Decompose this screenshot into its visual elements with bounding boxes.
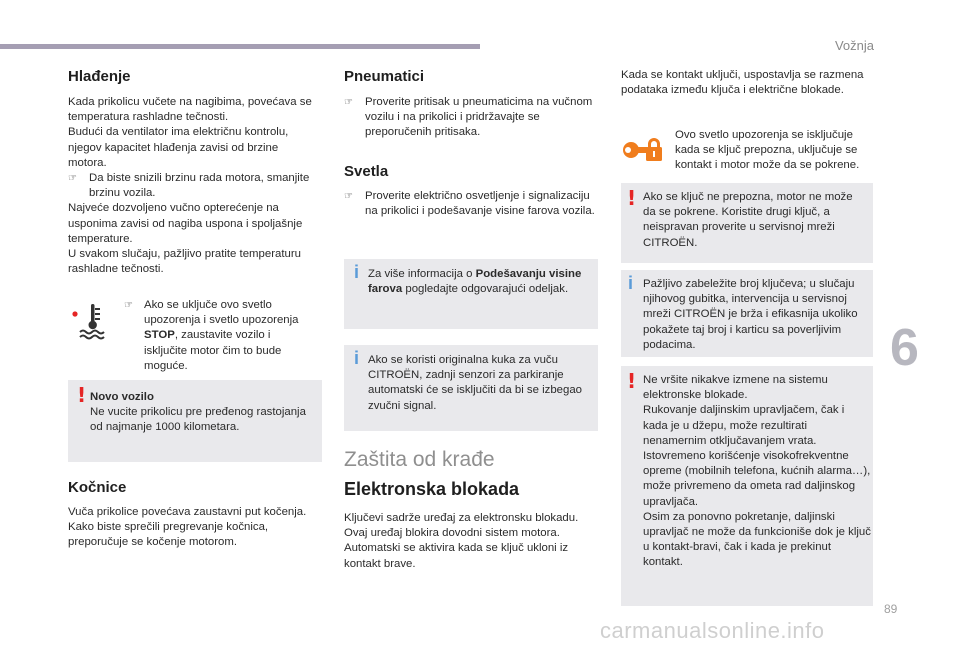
heading-hladjenje: Hlađenje <box>68 68 131 85</box>
info-box-farovi <box>344 259 598 329</box>
chapter-number: 6 <box>890 319 919 377</box>
paragraph: Vuča prikolice povećava zaustavni put kočenja. Kako biste sprečili pregrevanje kočnica, preporučuje se kočenje motorom. <box>68 506 307 549</box>
info-text: Ako se koristi originalna kuka za vuču CITROËN, zadnji senzori za parkiranje automatski će se isključiti da bi se izbegao zvučni signal. <box>368 354 582 412</box>
paragraph: Kada prikolicu vučete na nagibima, povećava se temperatura rashladne tečnosti. <box>68 96 312 124</box>
watermark: carmanualsonline.info <box>600 618 825 643</box>
info-icon: i <box>354 348 360 368</box>
key-lock-icon <box>621 136 663 168</box>
paragraph: Budući da ventilator ima električnu kontrolu, njegov kapacitet hlađenja zavisi od brzine motora. <box>68 126 289 169</box>
heading-kocnice: Kočnice <box>68 479 127 496</box>
svetla-body <box>344 189 598 219</box>
bullet-text: , zaustavite vozilo i isključite motor čim to bude moguće. <box>144 329 282 372</box>
header-bar <box>0 44 480 49</box>
warning-text: Ne vucite prikolicu pre pređenog rastojanja od najmanje 1000 kilometara. <box>90 406 306 434</box>
paragraph: Osim za ponovno pokretanje, daljinski upravljač ne može da funkcioniše dok je ključ u kontakt-bravi, čak i kada je prekinut kontakt. <box>643 510 871 569</box>
paragraph: Rukovanje daljinskim upravljačem, čak i kada je u džepu, može rezultirati nenamernim otključavanjem vrata. <box>643 404 845 447</box>
heading-pneumatici: Pneumatici <box>344 68 425 85</box>
pointing-finger-icon: ☞ <box>68 173 77 185</box>
pointing-finger-icon: ☞ <box>344 97 353 108</box>
blokada-body <box>344 511 598 572</box>
exclamation-icon: ! <box>627 369 637 393</box>
info-link-text: Podešavanju visine farova <box>368 268 582 296</box>
heading-zastita-od-kradje: Zaštita od krađe <box>344 448 495 471</box>
paragraph: Ne vršite nikakve izmene na sistemu elektronske blokade. <box>643 374 828 402</box>
bullet-text: Proverite električno osvetljenje i signalizaciju na prikolici i podešavanje visine farova vozila. <box>365 190 595 218</box>
bullet-text: Proverite pritisak u pneumaticima na vučnom vozilu i na prikolici i pridržavajte se preporučenih pritisaka. <box>365 96 593 139</box>
heading-elektronska-blokada: Elektronska blokada <box>344 479 520 499</box>
warning-box-novo-vozilo <box>68 380 322 462</box>
bullet-item <box>344 95 598 141</box>
paragraph: Kada se kontakt uključi, uspostavlja se razmena podataka između ključa i električne blokade. <box>621 69 864 97</box>
heading-svetla: Svetla <box>344 163 389 180</box>
info-text: Za više informacija o <box>368 268 476 280</box>
pointing-finger-icon: ☞ <box>344 191 353 202</box>
bullet-item <box>68 171 318 201</box>
warning-title: Novo vozilo <box>90 391 154 403</box>
paragraph: U svakom slučaju, pažljivo pratite temperaturu rashladne tečnosti. <box>68 248 301 276</box>
info-text: pogledajte odgovarajući odeljak. <box>402 283 569 296</box>
bullet-text: Da biste snizili brzinu rada motora, smanjite brzinu vozila. <box>89 172 310 200</box>
stop-label: STOP <box>144 329 175 342</box>
warning-box-kljuc <box>621 183 873 263</box>
page-number: 89 <box>884 602 898 616</box>
paragraph: Ključevi sadrže uređaj za elektronsku blokadu. Ovaj uređaj blokira dovodni sistem motora. Automatski se aktivira kada se ključ ukloni iz kontakt brave. <box>344 512 579 570</box>
exclamation-icon: ! <box>77 383 87 407</box>
info-icon: i <box>354 262 360 282</box>
blokada-intro <box>621 68 871 98</box>
info-icon: i <box>628 273 634 293</box>
info-box-broj-kljuceva <box>621 270 873 357</box>
warning-box-izmene <box>621 366 873 606</box>
exclamation-icon: ! <box>627 186 637 210</box>
section-title: Vožnja <box>834 38 874 53</box>
warning-text: Ako se ključ ne prepozna, motor ne može da se pokrene. Koristite drugi ključ, a neispravan proverite u servisnoj mreži CITROËN. <box>643 191 853 249</box>
kocnice-body <box>68 505 322 551</box>
info-box-kuka <box>344 345 598 431</box>
bullet-item <box>124 298 314 374</box>
paragraph: Najveće dozvoljeno vučno opterećenje na usponima zavisi od nagiba uspona i spoljašnje temperature. <box>68 202 303 245</box>
bullet-text: Ako se uključe ovo svetlo upozorenja i svetlo upozorenja <box>144 299 299 327</box>
hladjenje-body <box>68 95 318 277</box>
pointing-finger-icon: ☞ <box>124 300 133 311</box>
bullet-item <box>344 189 598 219</box>
pneumatici-body <box>344 95 598 141</box>
key-light-text <box>675 128 871 174</box>
temp-warning-bullet <box>124 298 314 374</box>
info-text: Pažljivo zabeležite broj ključeva; u slučaju njihovog gubitka, intervencija u servisnoj mreži CITROËN je brža i efikasnija ukoliko pokažete taj broj i karticu sa poverljivim podacima. <box>643 278 858 351</box>
coolant-temperature-icon <box>72 300 114 340</box>
paragraph: Istovremeno korišćenje visokofrekventne opreme (mobilnih telefona, kućnih alarma…), može privremeno da ometa rad daljinskog upravljača. <box>643 450 871 508</box>
paragraph: Ovo svetlo upozorenja se isključuje kada se ključ prepozna, uključuje se kontakt i motor može da se pokrene. <box>675 129 860 172</box>
